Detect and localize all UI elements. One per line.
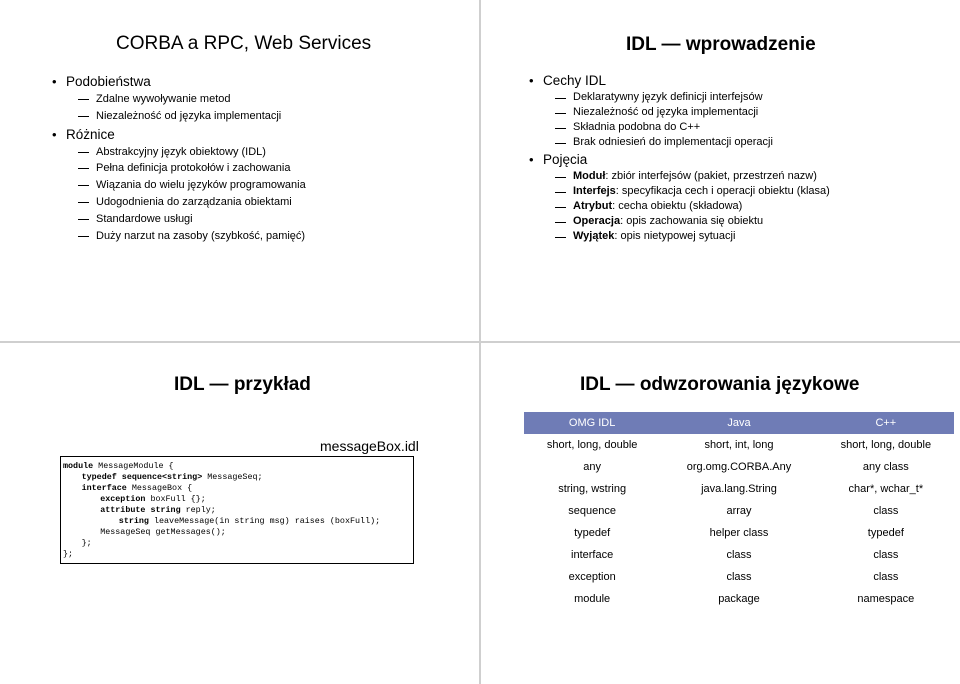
list-item-label: Różnice: [66, 126, 115, 142]
code-keyword: typedef sequence<string>: [81, 472, 203, 482]
table-row: [524, 544, 954, 566]
code-block: [60, 456, 414, 564]
file-name: messageBox.idl: [320, 438, 419, 454]
list-item: [52, 125, 306, 245]
table-row: [524, 588, 954, 610]
slide-title: IDL — wprowadzenie: [626, 34, 816, 55]
sub-list-item: Niezależność od języka implementacji: [78, 108, 306, 125]
concept-item: [555, 169, 830, 184]
list-item-label: Podobieństwa: [66, 74, 151, 89]
code-line: [63, 472, 411, 483]
concepts-label: Pojęcia: [543, 152, 588, 167]
table-row: [524, 434, 954, 456]
table-cell: short, int, long: [704, 439, 774, 451]
feature-item: Deklaratywny język definicji interfejsów: [555, 90, 830, 105]
table-cell: short, long, double: [840, 439, 932, 451]
code-text: };: [63, 549, 74, 559]
table-cell: module: [574, 593, 611, 605]
table-cell: java.lang.String: [701, 483, 777, 495]
concept-item: [555, 214, 830, 229]
table-cell: namespace: [857, 593, 915, 605]
code-text: boxFull {};: [145, 494, 206, 504]
list-item: [529, 150, 830, 244]
concept-term: Moduł: [573, 170, 606, 182]
sub-list: [66, 91, 306, 125]
code-text: MessageSeq getMessages();: [100, 527, 226, 537]
code-line: [63, 516, 411, 527]
table-cell: org.omg.CORBA.Any: [686, 461, 792, 473]
table-header-row: [524, 412, 954, 434]
features-label: Cechy IDL: [543, 73, 607, 88]
slide-idl-mappings: [481, 343, 960, 684]
code-keyword: string: [118, 516, 149, 526]
code-line: [63, 505, 411, 516]
slide-corba-vs-rpc: [0, 0, 479, 341]
sub-list-item: Udogodnienia do zarządzania obiektami: [78, 194, 306, 211]
column-header: OMG IDL: [524, 412, 660, 434]
table-cell: sequence: [568, 505, 616, 517]
concept-item: [555, 229, 830, 244]
list-item: [52, 72, 306, 125]
concept-description: : opis nietypowej sytuacji: [614, 230, 736, 242]
code-line: [63, 527, 411, 538]
concept-term: Wyjątek: [573, 230, 615, 242]
slide-title: CORBA a RPC, Web Services: [116, 33, 372, 54]
slide-title: IDL — przykład: [174, 374, 311, 395]
concept-item: [555, 199, 830, 214]
table-cell: typedef: [574, 527, 611, 539]
table-row: [524, 456, 954, 478]
table-cell: package: [718, 593, 760, 605]
feature-item: Brak odniesień do implementacji operacji: [555, 135, 830, 150]
concept-description: : zbiór interfejsów (pakiet, przestrzeń nazw): [605, 170, 817, 182]
code-text: reply;: [180, 505, 216, 515]
table-row: [524, 522, 954, 544]
table-cell: string, wstring: [558, 483, 627, 495]
table-cell: class: [726, 549, 752, 561]
table-cell: class: [873, 505, 899, 517]
code-keyword: interface: [81, 483, 127, 493]
bullet-list: [52, 72, 306, 244]
table-cell: char*, wchar_t*: [848, 483, 924, 495]
sub-list-item: Duży narzut na zasoby (szybkość, pamięć): [78, 228, 306, 245]
sub-list-item: Standardowe usługi: [78, 211, 306, 228]
table-cell: short, long, double: [546, 439, 638, 451]
concept-term: Operacja: [573, 215, 621, 227]
sub-list-item: Pełna definicja protokołów i zachowania: [78, 160, 306, 177]
concepts-list: [543, 169, 830, 244]
code-keyword: attribute string: [100, 505, 181, 515]
sub-list: [66, 144, 306, 245]
code-text: MessageSeq;: [202, 472, 263, 482]
table-cell: class: [873, 571, 899, 583]
sub-list-item: Wiązania do wielu języków programowania: [78, 177, 306, 194]
code-line: [63, 538, 411, 549]
table-row: [524, 478, 954, 500]
table-cell: helper class: [709, 527, 769, 539]
table-row: [524, 566, 954, 588]
code-line: [63, 549, 411, 560]
sub-list-item: Zdalne wywoływanie metod: [78, 91, 306, 108]
slide-idl-intro: [481, 0, 960, 341]
feature-item: Składnia podobna do C++: [555, 120, 830, 135]
code-line: [63, 461, 411, 472]
slide-idl-example: [0, 343, 479, 684]
table-cell: any: [583, 461, 602, 473]
sub-list-item: Abstrakcyjny język obiektowy (IDL): [78, 144, 306, 161]
mapping-table: [524, 412, 954, 610]
concept-term: Atrybut: [573, 200, 613, 212]
concept-description: : specyfikacja cech i operacji obiektu (klasa): [615, 185, 830, 197]
concept-description: : opis zachowania się obiektu: [620, 215, 764, 227]
feature-item: Niezależność od języka implementacji: [555, 105, 830, 120]
list-item: [529, 71, 830, 150]
table-cell: class: [726, 571, 752, 583]
code-text: MessageBox {: [126, 483, 193, 493]
table-cell: class: [873, 549, 899, 561]
features-list: [543, 90, 830, 150]
table-row: [524, 500, 954, 522]
table-cell: typedef: [867, 527, 904, 539]
concept-term: Interfejs: [573, 185, 616, 197]
slide-title: IDL — odwzorowania językowe: [580, 374, 860, 395]
code-keyword: module: [63, 461, 94, 471]
bullet-list: [529, 71, 830, 244]
code-text: MessageModule {: [93, 461, 174, 471]
column-header: Java: [660, 412, 817, 434]
table-cell: any class: [862, 461, 909, 473]
concept-item: [555, 184, 830, 199]
column-header: C++: [818, 412, 954, 434]
table-cell: exception: [568, 571, 616, 583]
code-line: [63, 483, 411, 494]
code-keyword: exception: [100, 494, 146, 504]
table-cell: array: [726, 505, 752, 517]
table-cell: interface: [571, 549, 614, 561]
code-text: leaveMessage(in string msg) raises (boxFull);: [148, 516, 381, 526]
code-text: };: [81, 538, 92, 548]
code-line: [63, 494, 411, 505]
concept-description: : cecha obiektu (składowa): [612, 200, 743, 212]
